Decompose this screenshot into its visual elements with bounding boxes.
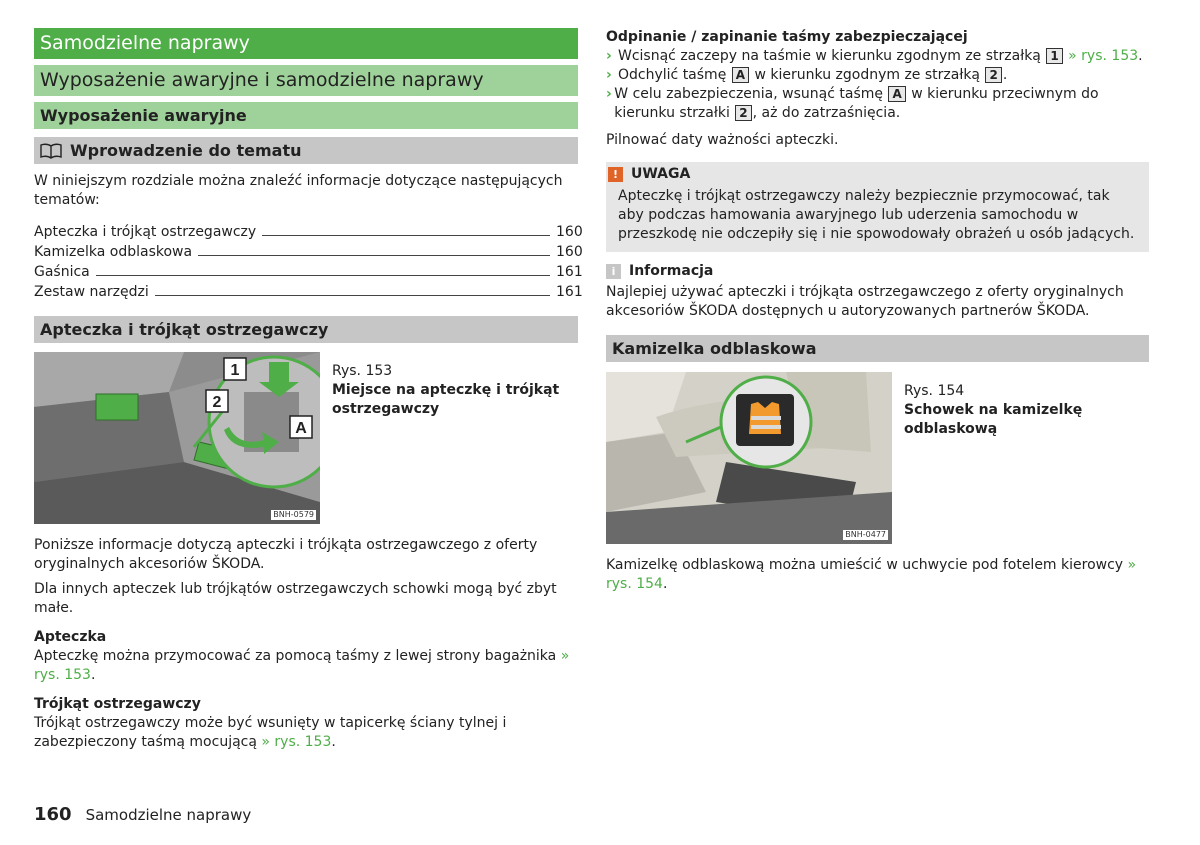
para-accessories: Poniższe informacje dotyczą apteczki i trójkąta ostrzegawczego z oferty oryginalnych akcesoriów ŠKODA.	[34, 537, 538, 572]
step-2-body: Odchylić taśmę	[618, 67, 727, 83]
subsection-heading-first-aid: Apteczka i trójkąt ostrzegawczy	[34, 316, 578, 343]
figure-code: BNH-0477	[845, 530, 886, 539]
right-column	[606, 28, 1149, 600]
warning-icon: !	[608, 167, 623, 182]
warning-box	[606, 162, 1149, 252]
info-icon: i	[606, 264, 621, 279]
topic-heading	[34, 137, 578, 164]
vest-figure-link[interactable]: » rys. 154	[606, 557, 1137, 592]
step-1	[606, 47, 1149, 66]
figure-number: Rys. 153	[332, 363, 393, 379]
triangle-end: .	[331, 734, 336, 750]
step-1-text	[618, 47, 1143, 66]
toc-row[interactable]	[34, 222, 583, 242]
page-number: 160	[34, 804, 72, 825]
callout-box: 2	[985, 67, 1001, 83]
footer-title: Samodzielne naprawy	[85, 806, 252, 824]
info-title: Informacja	[629, 263, 714, 279]
toc-label: Apteczka i trójkąt ostrzegawczy	[34, 224, 257, 240]
figure-154	[606, 372, 1149, 544]
warning-title: UWAGA	[631, 166, 691, 182]
para-other-kits: Dla innych apteczek lub trójkątów ostrzegawczych schowki mogą być zbyt małe.	[34, 581, 557, 616]
step-3-body-3: , aż do zatrzaśnięcia.	[752, 105, 901, 121]
callout-box: A	[732, 67, 749, 83]
figure-image	[34, 352, 320, 524]
step-1-body: Wcisnąć zaczepy na taśmie w kierunku zgodnym ze strzałką	[618, 48, 1041, 64]
step-2-body-2: w kierunku zgodnym ze strzałką	[754, 67, 981, 83]
toc-label: Gaśnica	[34, 264, 90, 280]
callout-box: 1	[1046, 48, 1062, 64]
triangle-figure-link[interactable]: » rys. 153	[261, 734, 332, 750]
callout-box: 2	[735, 105, 751, 121]
vest-heading: Kamizelka odblaskowa	[606, 335, 1149, 362]
toc-leader	[155, 295, 550, 296]
toc-leader	[96, 275, 550, 276]
trunk-illustration	[34, 352, 320, 524]
page-footer	[34, 805, 251, 825]
toc-page: 160	[556, 224, 583, 240]
vest-text	[606, 556, 1149, 594]
chapter-heading: Samodzielne naprawy	[34, 28, 578, 59]
first-aid-title: Apteczka	[34, 629, 107, 645]
callout-2: 2	[212, 394, 222, 411]
intro-text: W niniejszym rozdziale można znaleźć informacje dotyczące następujących tematów:	[34, 173, 563, 208]
book-icon	[40, 143, 62, 159]
info-title-row	[606, 262, 1149, 281]
topic-title: Wprowadzenie do tematu	[70, 141, 302, 160]
chevron-right-icon: ›	[606, 86, 612, 102]
callout-1: 1	[230, 362, 240, 379]
info-text: Najlepiej używać apteczki i trójkąta ostrzegawczego z oferty oryginalnych akcesoriów ŠKODA dostępnych u autoryzowanych partnerów ŠKODA.	[606, 284, 1124, 319]
strap-title: Odpinanie / zapinanie taśmy zabezpieczającej	[606, 29, 968, 45]
first-aid-text: Apteczkę można przymocować za pomocą taśmy z lewej strony bagażnika » rys. 153.	[34, 648, 570, 683]
vest-body: Kamizelkę odblaskową można umieścić w uchwycie pod fotelem kierowcy	[606, 557, 1124, 573]
chevron-right-icon: ›	[606, 67, 612, 83]
step-1-end: .	[1138, 48, 1143, 64]
toc-label: Zestaw narzędzi	[34, 284, 149, 300]
step-3	[606, 85, 1149, 123]
expiry-text: Pilnować daty ważności apteczki.	[606, 132, 839, 148]
toc-leader	[198, 255, 550, 256]
toc-leader	[262, 235, 550, 236]
step-2	[606, 66, 1149, 85]
figure-image	[606, 372, 892, 544]
subsection-heading: Wyposażenie awaryjne	[34, 102, 578, 129]
step-1-figure-link[interactable]: » rys. 153	[1068, 48, 1139, 64]
callout-box: A	[888, 86, 905, 102]
figure-number: Rys. 154	[904, 383, 965, 399]
figure-caption-text: Miejsce na apteczkę i trójkąt ostrzegawczy	[332, 382, 560, 417]
figure-153	[34, 352, 578, 524]
left-column	[34, 28, 583, 758]
seat-illustration	[606, 372, 892, 544]
section-heading: Wyposażenie awaryjne i samodzielne naprawy	[34, 65, 578, 96]
triangle-text	[34, 714, 578, 752]
first-aid-body: Apteczkę można przymocować za pomocą taśmy z lewej strony bagażnika	[34, 648, 557, 664]
chevron-right-icon: ›	[606, 48, 612, 64]
step-3-body: W celu zabezpieczenia, wsunąć taśmę	[614, 86, 883, 102]
figure-caption-text: Schowek na kamizelkę odblaskową	[904, 402, 1083, 437]
toc-page: 160	[556, 244, 583, 260]
toc-row[interactable]	[34, 262, 583, 282]
warning-title-row	[612, 165, 1137, 184]
figure-caption	[892, 372, 1149, 544]
figure-code: BNH-0579	[273, 510, 314, 519]
toc-label: Kamizelka odblaskowa	[34, 244, 193, 260]
triangle-title: Trójkąt ostrzegawczy	[34, 696, 201, 712]
toc-row[interactable]	[34, 282, 583, 302]
figure-caption	[320, 352, 578, 524]
step-3-text	[614, 85, 1149, 123]
callout-A: A	[295, 420, 307, 437]
step-2-text	[618, 66, 1007, 85]
warning-text: Apteczkę i trójkąt ostrzegawczy należy bezpiecznie przymocować, tak aby podczas hamowania awaryjnego lub uderzenia samochodu w przeszkodę nie odczepiły się i nie spowodowały obrażeń u osób jadących.	[618, 188, 1135, 242]
toc-page: 161	[556, 284, 583, 300]
step-3-body-2: w kierunku przeciwnym do kierunku strzałki	[614, 86, 1099, 121]
step-2-end: .	[1002, 67, 1008, 83]
triangle-body: Trójkąt ostrzegawczy może być wsunięty w tapicerkę ściany tylnej i zabezpieczony taśmą mocującą	[34, 715, 507, 750]
info-block	[606, 262, 1149, 321]
vest-end: .	[662, 576, 668, 592]
toc-list	[34, 222, 583, 302]
toc-page: 161	[556, 264, 583, 280]
first-aid-figure-link[interactable]: » rys. 153	[34, 648, 570, 683]
toc-row[interactable]	[34, 242, 583, 262]
